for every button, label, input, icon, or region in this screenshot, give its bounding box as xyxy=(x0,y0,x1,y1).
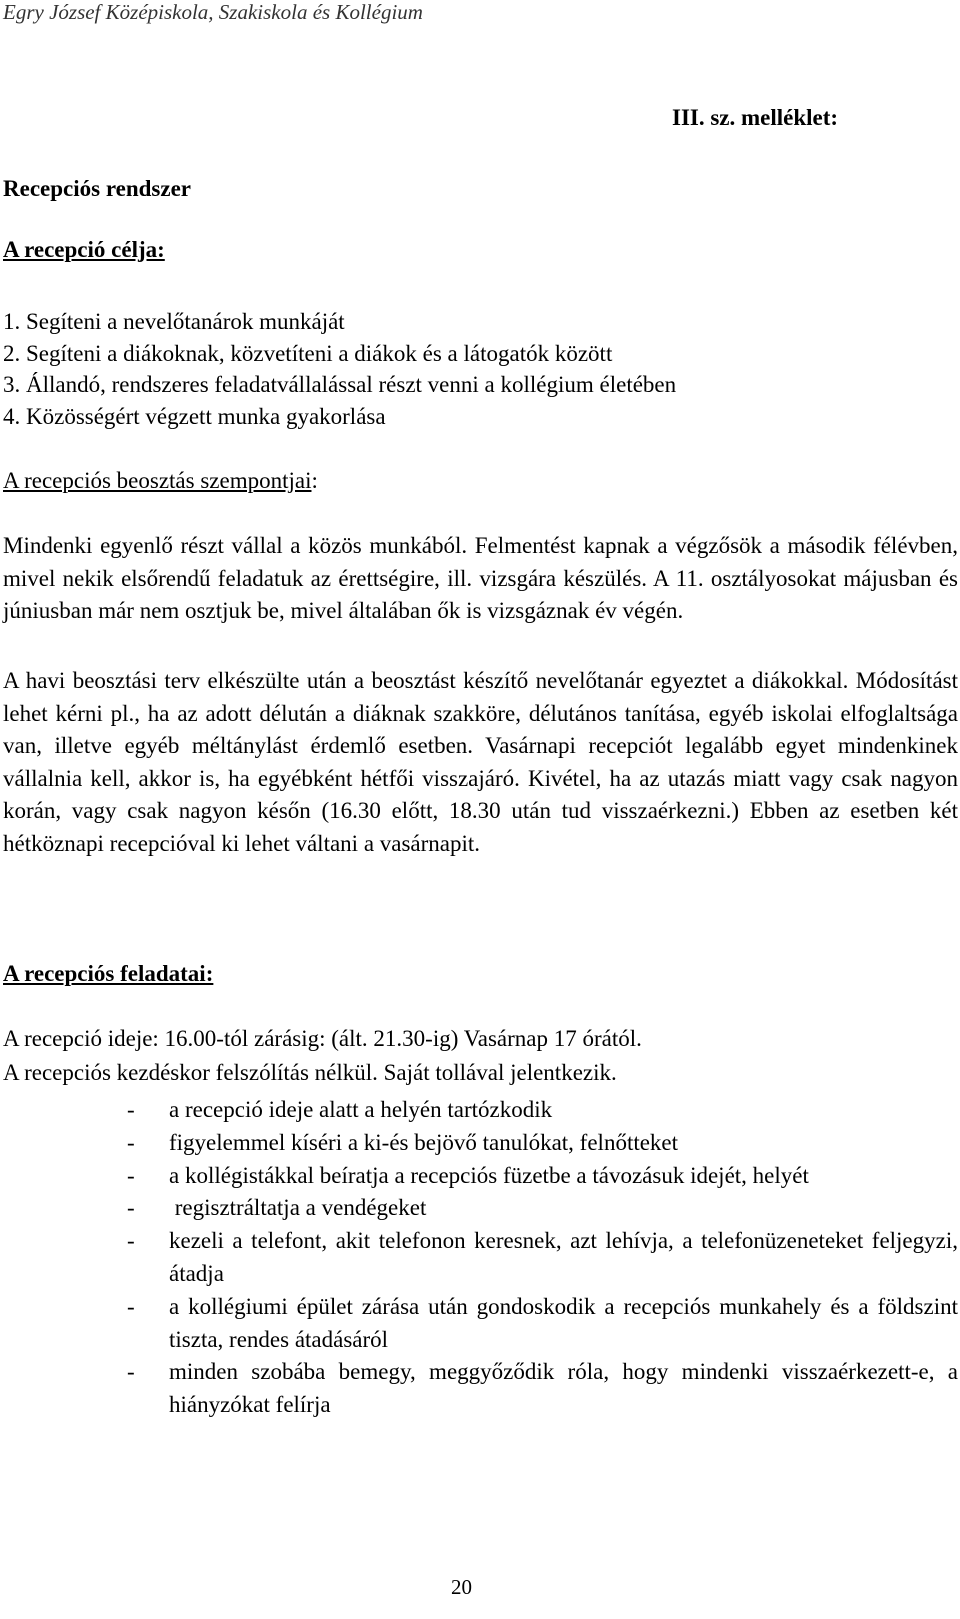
task-text: minden szobába bemegy, meggyőződik róla, hogy mindenki visszaérkezett-e, a hiányzókat felírja xyxy=(169,1359,958,1418)
task-text: figyelemmel kíséri a ki-és bejövő tanulókat, felnőtteket xyxy=(169,1129,679,1155)
page-number: 20 xyxy=(451,1575,472,1599)
goal-list xyxy=(3,306,676,432)
task-item xyxy=(127,1291,958,1357)
tasks-list xyxy=(127,1094,958,1422)
section-heading-schedule-text: A recepciós beosztás szempontjai xyxy=(3,468,312,493)
task-item xyxy=(127,1094,958,1127)
document-title: Recepciós rendszer xyxy=(3,176,191,201)
task-item xyxy=(127,1160,958,1193)
task-text: a recepció ideje alatt a helyén tartózkodik xyxy=(169,1097,553,1122)
dash-bullet: - xyxy=(127,1359,135,1385)
task-item xyxy=(127,1356,958,1422)
section-heading-schedule xyxy=(3,468,318,494)
dash-bullet: - xyxy=(127,1195,135,1221)
dash-bullet: - xyxy=(127,1129,135,1155)
page-header: Egry József Középiskola, Szakiskola és Kollégium xyxy=(3,0,423,24)
dash-bullet: - xyxy=(127,1162,135,1188)
task-item xyxy=(127,1192,958,1225)
goal-item: 2. Segíteni a diákoknak, közvetíteni a diákok és a látogatók között xyxy=(3,340,613,366)
task-item xyxy=(127,1127,958,1160)
dash-bullet: - xyxy=(127,1293,135,1319)
dash-bullet: - xyxy=(127,1228,135,1254)
task-text: a kollégiumi épület zárása után gondoskodik a recepciós munkahely és a földszint tiszta, rendes átadásáról xyxy=(169,1293,958,1352)
section-heading-schedule-colon: : xyxy=(311,468,318,493)
schedule-paragraph-2: A havi beosztási terv elkészülte után a beosztást készítő nevelőtanár egyeztet a diákokkal. Módosítást lehet kérni pl., ha az adott délután a diáknak szakköre, délutános tanítása, egyéb iskolai elfoglaltsága van, illetve egyéb méltánylást érdemlő esetben. Vasárnapi recepciót legalább egyet mindenkinek vállalnia kell, akkor is, ha egyébként hétfői visszajáró. Kivétel, ha az utazás miatt vagy csak nagyon korán, vagy csak nagyon későn (16.30 előtt, 18.30 után tud visszaérkezni.) Ebben az esetben két hétköznapi recepcióval ki lehet váltani a vasárnapit. xyxy=(3,668,958,856)
tasks-start-line: A recepciós kezdéskor felszólítás nélkül. Saját tollával jelentkezik. xyxy=(3,1060,617,1085)
task-text: regisztráltatja a vendégeket xyxy=(169,1195,427,1221)
section-heading-goal: A recepció célja: xyxy=(3,237,165,262)
task-text: a kollégistákkal beíratja a recepciós füzetbe a távozásuk idejét, helyét xyxy=(169,1162,809,1188)
goal-item: 3. Állandó, rendszeres feladatvállalással részt venni a kollégium életében xyxy=(3,372,677,397)
tasks-time-line: A recepció ideje: 16.00-tól zárásig: (ált. 21.30-ig) Vasárnap 17 órától. xyxy=(3,1026,642,1051)
schedule-paragraph-1: Mindenki egyenlő részt vállal a közös munkából. Felmentést kapnak a végzősök a második félévben, mivel nekik elsőrendű feladatuk az érettségire, ill. vizsgára készülés. A 11. osztályosokat májusban és júniusban már nem osztjuk be, mivel általában ők is vizsgáznak év végén. xyxy=(3,533,958,624)
dash-bullet: - xyxy=(127,1097,135,1122)
goal-item: 1. Segíteni a nevelőtanárok munkáját xyxy=(3,309,345,334)
task-item xyxy=(127,1225,958,1291)
task-text: kezeli a telefont, akit telefonon keresnek, azt lehívja, a telefonüzeneteket feljegyzi, átadja xyxy=(169,1228,958,1286)
goal-item: 4. Közösségért végzett munka gyakorlása xyxy=(3,403,386,429)
annex-label: III. sz. melléklet: xyxy=(672,105,839,130)
section-heading-tasks: A recepciós feladatai: xyxy=(3,961,214,986)
